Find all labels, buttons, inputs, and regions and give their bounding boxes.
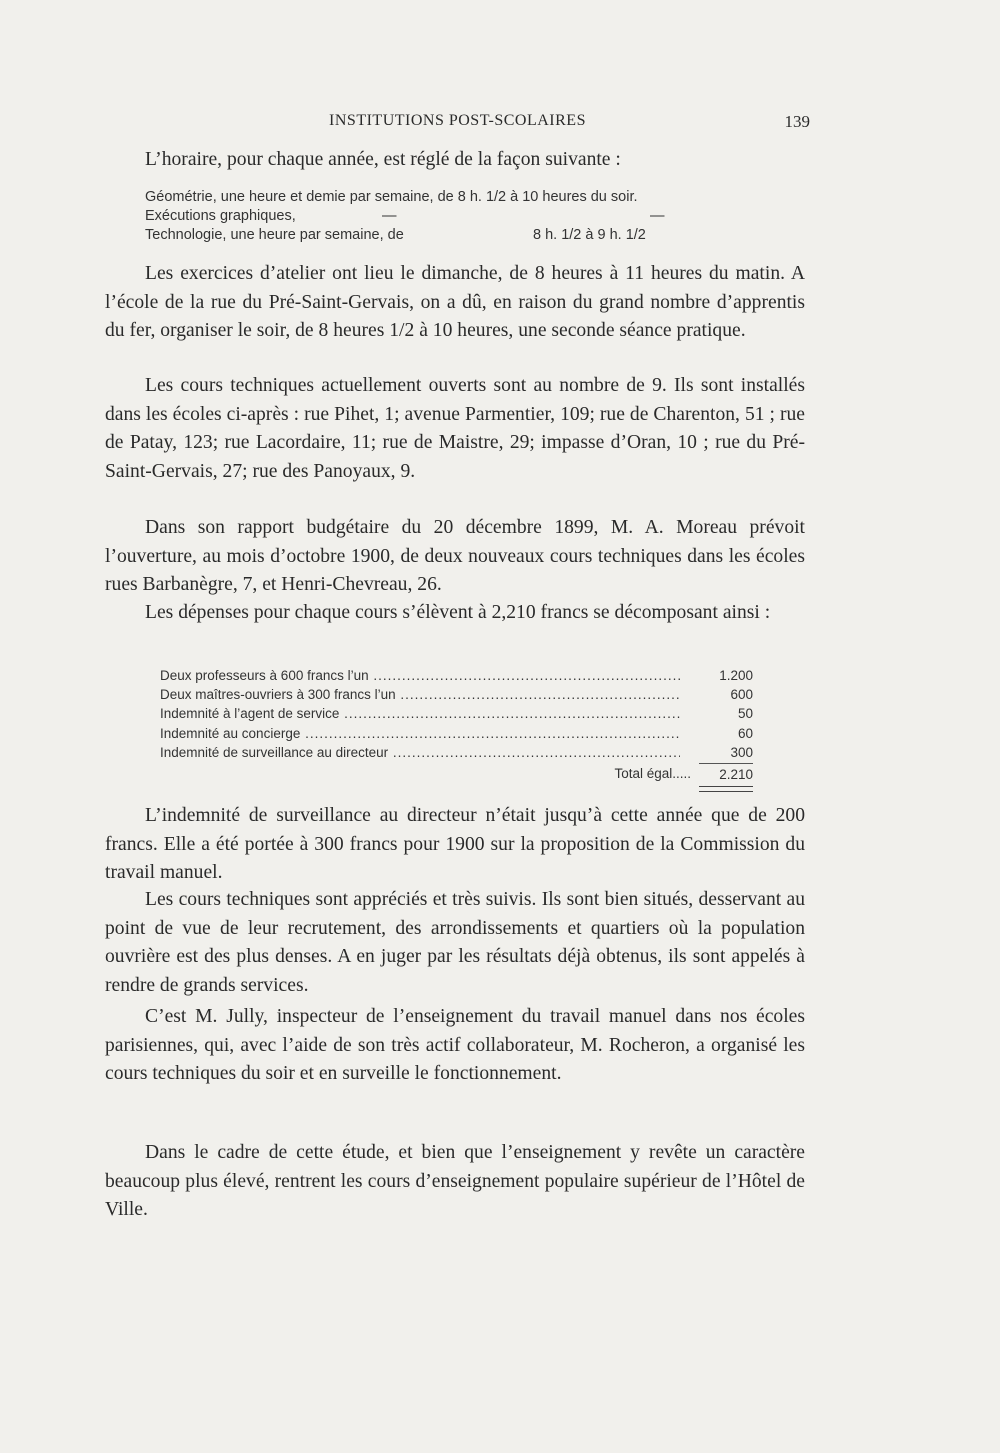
ditto-mark: — [650,208,665,224]
schedule-subject: Géométrie, une heure et demie par semaine, de 8 h. 1/2 à 10 heures du soir. [145,189,638,205]
total-amount: 2.210 [699,763,753,784]
page-number: 139 [784,112,810,131]
expense-row [160,666,753,685]
intro-paragraph: L’horaire, pour chaque année, est réglé de la façon suivante : [145,149,621,170]
schedule-subject: Exécutions graphiques, [145,208,296,224]
body-paragraph: Les dépenses pour chaque cours s’élèvent à 2,210 francs se décomposant ainsi : [145,602,771,623]
body-paragraph: Les cours techniques actuellement ouverts sont au nombre de 9. Ils sont installés dans les écoles ci-après : rue Pihet, 1; avenue Parmentier, 109; rue de Charenton, 51 ; rue de Patay, 123; rue Lacordaire, 11; rue de Maistre, 29; impasse d’Oran, 10 ; rue du Pré-Saint-Gervais, 27; rue des Panoyaux, 9. [105,375,805,482]
body-paragraph: L’indemnité de surveillance au directeur n’était jusqu’à cette année que de 200 francs. Elle a été portée à 300 francs pour 1900 sur la proposition de la Commission du travail manuel. [105,805,805,884]
body-paragraph: C’est M. Jully, inspecteur de l’enseignement du travail manuel dans nos écoles parisiennes, qui, avec l’aide de son très actif collaborateur, M. Rocheron, a organisé les cours techniques du soir et en surveille le fonctionnement. [105,1006,805,1085]
schedule-row [145,188,805,207]
expense-amount: 300 [730,744,753,760]
expense-label: Indemnité de surveillance au directeur ..... [160,743,680,762]
schedule-subject: Technologie, une heure par semaine, de [145,227,404,243]
expense-label: Deux maîtres-ouvriers à 300 francs l’un ..... [160,685,680,704]
expense-amount: 600 [730,687,753,703]
running-head [105,112,810,136]
ditto-mark: — [382,208,397,224]
schedule-row [145,207,805,226]
expense-label: Deux professeurs à 600 francs l’un ..... [160,666,680,685]
schedule-row [145,226,805,245]
expense-amount: 60 [737,725,753,741]
expense-amount: 50 [737,706,753,722]
expense-row [160,743,753,762]
body-paragraph: Les cours techniques sont appréciés et très suivis. Ils sont bien situés, desservant au point de vue de leur recrutement, des arrondissements et quartiers où la population ouvrière est des plus denses. A en juger par les résultats déjà obtenus, ils sont appelés à rendre de grands services. [105,889,805,996]
expense-row [160,704,753,723]
expense-row [160,685,753,704]
schedule-block [145,188,805,245]
expense-label: Indemnité au concierge ..... [160,724,680,743]
schedule-time: 8 h. 1/2 à 9 h. 1/2 [533,227,646,243]
running-title: INSTITUTIONS POST-SCOLAIRES [329,112,586,129]
body-paragraph: Les exercices d’atelier ont lieu le dimanche, de 8 heures à 11 heures du matin. A l’école de la rue du Pré-Saint-Gervais, on a dû, en raison du grand nombre d’apprentis du fer, organiser le soir, de 8 heures 1/2 à 10 heures, une seconde séance pratique. [105,263,805,342]
double-rule [699,786,753,792]
body-paragraph: Dans le cadre de cette étude, et bien que l’enseignement y revête un caractère beaucoup plus élevé, rentrent les cours d’enseignement populaire supérieur de l’Hôtel de Ville. [105,1142,805,1221]
expense-label: Indemnité à l’agent de service ..... [160,704,680,723]
expense-amount: 1.200 [719,668,753,683]
expense-row [160,724,753,743]
expenses-table [160,666,753,785]
total-label: Total égal..... [614,765,691,781]
body-paragraph: Dans son rapport budgétaire du 20 décembre 1899, M. A. Moreau prévoit l’ouverture, au mois d’octobre 1900, de deux nouveaux cours techniques dans les écoles rues Barbanègre, 7, et Henri-Chevreau, 26. [105,517,805,596]
total-row [160,763,753,785]
